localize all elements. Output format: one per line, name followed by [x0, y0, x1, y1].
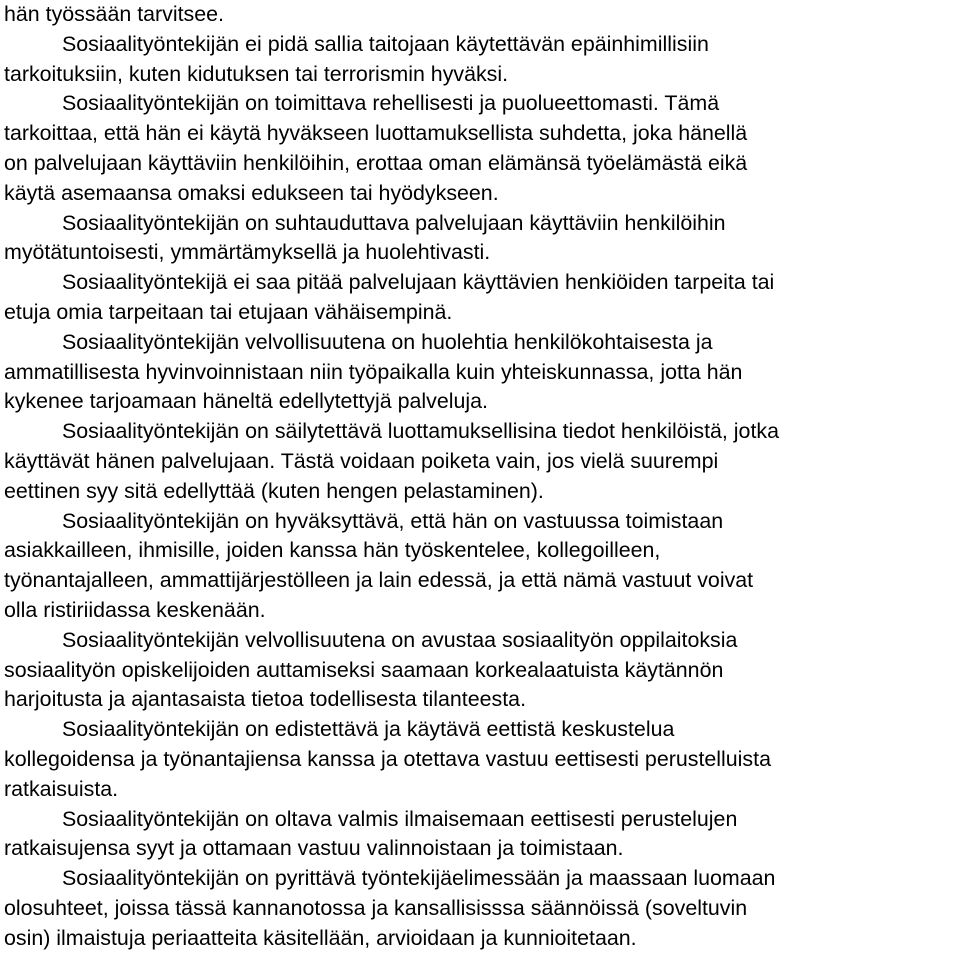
text-line: osin) ilmaistuja periaatteita käsitellään, arvioidaan ja kunnioitetaan.	[4, 925, 637, 950]
text-line: Sosiaalityöntekijän on suhtauduttava palvelujaan käyttäviin henkilöihin	[62, 210, 726, 235]
text-line: Sosiaalityöntekijän on säilytettävä luottamuksellisina tiedot henkilöistä, jotka	[62, 419, 779, 444]
text-line: Sosiaalityöntekijä ei saa pitää palvelujaan käyttävien henkiöiden tarpeita tai	[62, 270, 775, 295]
text-line: ammatillisesta hyvinvoinnistaan niin työpaikalla kuin yhteiskunnassa, jotta hän	[4, 359, 743, 384]
document-text-body	[4, 0, 956, 954]
text-line: asiakkailleen, ihmisille, joiden kanssa hän työskentelee, kollegoilleen,	[4, 538, 661, 563]
text-line: ratkaisujensa syyt ja ottamaan vastuu valinnoistaan ja toimistaan.	[4, 836, 624, 861]
text-line: Sosiaalityöntekijän velvollisuutena on avustaa sosiaalityön oppilaitoksia	[62, 627, 738, 652]
text-line: Sosiaalityöntekijän on edistettävä ja käytävä eettistä keskustelua	[62, 717, 675, 742]
text-line: Sosiaalityöntekijän ei pidä sallia taitojaan käytettävän epäinhimillisiin	[62, 31, 709, 56]
text-line: Sosiaalityöntekijän on oltava valmis ilmaisemaan eettisesti perustelujen	[62, 806, 738, 831]
text-line: kykenee tarjoamaan häneltä edellytettyjä palveluja.	[4, 389, 488, 414]
text-line: tarkoituksiin, kuten kidutuksen tai terrorismin hyväksi.	[4, 61, 509, 86]
text-line: olosuhteet, joissa tässä kannanotossa ja kansallisisssa säännöissä (soveltuvin	[4, 895, 748, 920]
text-line: harjoitusta ja ajantasaista tietoa todellisesta tilanteesta.	[4, 687, 527, 712]
text-line: kollegoidensa ja työnantajiensa kanssa ja otettava vastuu eettisesti perustelluista	[4, 746, 771, 771]
text-line: tarkoittaa, että hän ei käytä hyväkseen luottamuksellista suhdetta, joka hänellä	[4, 121, 748, 146]
text-line: Sosiaalityöntekijän on pyrittävä työntekijäelimessään ja maassaan luomaan	[62, 866, 776, 891]
text-line: olla ristiriidassa keskenään.	[4, 597, 266, 622]
text-line: sosiaalityön opiskelijoiden auttamiseksi saamaan korkealaatuista käytännön	[4, 657, 724, 682]
text-line: Sosiaalityöntekijän velvollisuutena on huolehtia henkilökohtaisesta ja	[62, 329, 713, 354]
text-line: työnantajalleen, ammattijärjestölleen ja lain edessä, ja että nämä vastuut voivat	[4, 568, 754, 593]
text-line: myötätuntoisesti, ymmärtämyksellä ja huolehtivasti.	[4, 240, 491, 265]
text-line: etuja omia tarpeitaan tai etujaan vähäisempinä.	[4, 299, 453, 324]
text-line: Sosiaalityöntekijän on toimittava rehellisesti ja puolueettomasti. Tämä	[62, 91, 720, 116]
text-line: hän työssään tarvitsee.	[4, 2, 224, 26]
text-line: Sosiaalityöntekijän on hyväksyttävä, että hän on vastuussa toimistaan	[62, 508, 724, 533]
text-line: käytä asemaansa omaksi edukseen tai hyödykseen.	[4, 180, 499, 205]
text-line: on palvelujaan käyttäviin henkilöihin, erottaa oman elämänsä työelämästä eikä	[4, 150, 748, 175]
text-line: eettinen syy sitä edellyttää (kuten hengen pelastaminen).	[4, 478, 544, 503]
text-line: käyttävät hänen palvelujaan. Tästä voidaan poiketa vain, jos vielä suurempi	[4, 448, 719, 473]
document-page	[4, 0, 956, 954]
text-line: ratkaisuista.	[4, 776, 119, 801]
